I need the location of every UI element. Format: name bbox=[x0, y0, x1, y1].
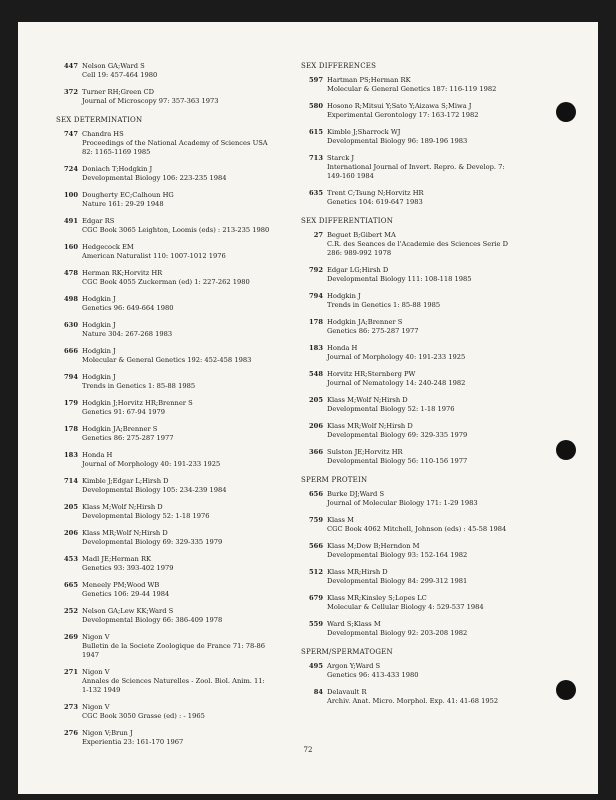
reference-citation: Journal of Microscopy 97: 357-363 1973 bbox=[82, 97, 219, 105]
reference-entry bbox=[56, 425, 311, 443]
reference-number: 183 bbox=[309, 344, 323, 352]
reference-citation: Experientia 23: 161-170 1967 bbox=[82, 738, 184, 746]
reference-entry bbox=[301, 370, 556, 388]
reference-authors: Burke DJ;Ward S bbox=[327, 490, 385, 498]
reference-number: 548 bbox=[309, 370, 323, 378]
reference-entry bbox=[301, 448, 556, 466]
reference-citation: Genetics 106: 29-44 1984 bbox=[82, 590, 170, 598]
reference-citation: Developmental Biology 84: 299-312 1981 bbox=[327, 577, 468, 585]
binder-hole-icon bbox=[556, 102, 576, 122]
reference-entry bbox=[301, 688, 556, 706]
reference-number: 252 bbox=[64, 607, 78, 615]
reference-number: 566 bbox=[309, 542, 323, 550]
reference-number: 794 bbox=[309, 292, 323, 300]
reference-citation: Annales de Sciences Naturelles - Zool. Biol. Anim. 11: bbox=[82, 677, 265, 685]
reference-authors: Hartman PS;Herman RK bbox=[327, 76, 411, 84]
reference-authors: Madl JE;Herman RK bbox=[82, 555, 151, 563]
reference-entry bbox=[56, 243, 311, 261]
reference-citation: Genetics 91: 67-94 1979 bbox=[82, 408, 166, 416]
left-column bbox=[56, 62, 311, 755]
reference-number: 792 bbox=[309, 266, 323, 274]
reference-authors: Hosono R;Mitsui Y;Sato Y;Aizawa S;Miwa J bbox=[327, 102, 472, 110]
reference-number: 559 bbox=[309, 620, 323, 628]
reference-authors: Sulston JE;Horvitz HR bbox=[327, 448, 403, 456]
reference-number: 498 bbox=[64, 295, 78, 303]
reference-authors: Kimble J;Sharrock WJ bbox=[327, 128, 401, 136]
reference-number: 724 bbox=[64, 165, 78, 173]
reference-number: 160 bbox=[64, 243, 78, 251]
reference-authors: Hedgecock EM bbox=[82, 243, 134, 251]
reference-citation: Molecular & Cellular Biology 4: 529-537 1984 bbox=[327, 603, 484, 611]
reference-entry bbox=[56, 347, 311, 365]
reference-authors: Starck J bbox=[327, 154, 355, 162]
section-heading: SEX DIFFERENCES bbox=[301, 62, 377, 70]
reference-entry bbox=[56, 633, 311, 660]
reference-entry bbox=[301, 266, 556, 284]
reference-authors: Klass M bbox=[327, 516, 354, 524]
section-heading: SEX DIFFERENTIATION bbox=[301, 217, 394, 225]
reference-number: 183 bbox=[64, 451, 78, 459]
reference-authors: Klass M;Wolf N;Hirsh D bbox=[327, 396, 408, 404]
reference-number: 178 bbox=[64, 425, 78, 433]
reference-citation: Nature 161: 29-29 1948 bbox=[82, 200, 164, 208]
reference-entry bbox=[56, 295, 311, 313]
reference-authors: Nigon V bbox=[82, 703, 110, 711]
reference-number: 666 bbox=[64, 347, 78, 355]
reference-citation: Developmental Biology 93: 152-164 1982 bbox=[327, 551, 468, 559]
reference-citation: Experimental Gerontology 17: 163-172 1982 bbox=[327, 111, 479, 119]
reference-citation: Developmental Biology 56: 110-156 1977 bbox=[327, 457, 468, 465]
reference-number: 630 bbox=[64, 321, 78, 329]
reference-number: 679 bbox=[309, 594, 323, 602]
reference-citation: Developmental Biology 92: 203-208 1982 bbox=[327, 629, 468, 637]
reference-citation: International Journal of Invert. Repro. & Develop. 7: bbox=[327, 163, 505, 171]
reference-entry bbox=[56, 703, 311, 721]
reference-citation: Developmental Biology 69: 329-335 1979 bbox=[82, 538, 223, 546]
reference-number: 273 bbox=[64, 703, 78, 711]
reference-citation: Trends in Genetics 1: 85-88 1985 bbox=[327, 301, 441, 309]
reference-number: 713 bbox=[309, 154, 323, 162]
reference-citation: Genetics 104: 619-647 1983 bbox=[327, 198, 423, 206]
reference-citation: Developmental Biology 52: 1-18 1976 bbox=[82, 512, 210, 520]
reference-citation: Archiv. Anat. Micro. Morphol. Exp. 41: 41-68 1952 bbox=[327, 697, 499, 705]
reference-citation: Molecular & General Genetics 187: 116-119 1982 bbox=[327, 85, 497, 93]
reference-citation: Proceedings of the National Academy of Sciences USA bbox=[82, 139, 268, 147]
reference-citation: 149-160 1984 bbox=[327, 172, 374, 180]
reference-number: 491 bbox=[64, 217, 78, 225]
reference-entry bbox=[301, 594, 556, 612]
reference-entry bbox=[301, 490, 556, 508]
reference-number: 656 bbox=[309, 490, 323, 498]
reference-authors: Argon Y;Ward S bbox=[327, 662, 381, 670]
section-heading: SPERM PROTEIN bbox=[301, 476, 368, 484]
reference-citation: 82: 1165-1169 1985 bbox=[82, 148, 151, 156]
reference-authors: Klass MR;Hirsh D bbox=[327, 568, 388, 576]
reference-number: 206 bbox=[309, 422, 323, 430]
binder-hole-icon bbox=[556, 440, 576, 460]
reference-authors: Hodgkin JA;Brenner S bbox=[327, 318, 403, 326]
reference-number: 100 bbox=[64, 191, 78, 199]
reference-number: 759 bbox=[309, 516, 323, 524]
reference-citation: Journal of Nematology 14: 240-248 1982 bbox=[327, 379, 466, 387]
reference-entry bbox=[56, 62, 311, 80]
reference-authors: Klass M;Wolf N;Hirsh D bbox=[82, 503, 163, 511]
reference-authors: Klass MR;Kinsley S;Lopes LC bbox=[327, 594, 427, 602]
reference-entry bbox=[301, 76, 556, 94]
reference-entry bbox=[301, 102, 556, 120]
reference-entry bbox=[301, 154, 556, 181]
reference-number: 665 bbox=[64, 581, 78, 589]
reference-entry bbox=[301, 396, 556, 414]
reference-citation: Genetics 96: 649-664 1980 bbox=[82, 304, 174, 312]
reference-authors: Nigon V;Brun J bbox=[82, 729, 133, 737]
reference-number: 580 bbox=[309, 102, 323, 110]
reference-authors: Honda H bbox=[82, 451, 113, 459]
reference-number: 597 bbox=[309, 76, 323, 84]
reference-authors: Hodgkin J bbox=[82, 347, 116, 355]
reference-authors: Klass MR;Wolf N;Hirsh D bbox=[327, 422, 413, 430]
reference-entry bbox=[301, 516, 556, 534]
section-heading: SEX DETERMINATION bbox=[56, 116, 143, 124]
reference-citation: Journal of Morphology 40: 191-233 1925 bbox=[327, 353, 466, 361]
reference-entry bbox=[56, 529, 311, 547]
reference-citation: Developmental Biology 106: 223-235 1984 bbox=[82, 174, 227, 182]
reference-entry bbox=[301, 568, 556, 586]
reference-citation: Developmental Biology 105: 234-239 1984 bbox=[82, 486, 227, 494]
reference-entry bbox=[56, 88, 311, 106]
reference-entry bbox=[56, 503, 311, 521]
reference-number: 27 bbox=[313, 231, 323, 239]
reference-authors: Nelson GA;Lew KK;Ward S bbox=[82, 607, 174, 615]
reference-citation: Developmental Biology 96: 189-196 1983 bbox=[327, 137, 468, 145]
reference-entry bbox=[56, 165, 311, 183]
reference-entry bbox=[301, 662, 556, 680]
reference-number: 635 bbox=[309, 189, 323, 197]
reference-citation: Developmental Biology 111: 108-118 1985 bbox=[327, 275, 472, 283]
reference-number: 205 bbox=[309, 396, 323, 404]
page-number: 72 bbox=[303, 746, 313, 754]
reference-entry bbox=[301, 189, 556, 207]
reference-entry bbox=[56, 321, 311, 339]
reference-number: 714 bbox=[64, 477, 78, 485]
section-heading: SPERM/SPERMATOGEN bbox=[301, 648, 393, 656]
reference-citation: Genetics 86: 275-287 1977 bbox=[82, 434, 174, 442]
binder-hole-icon bbox=[556, 680, 576, 700]
reference-entry bbox=[301, 128, 556, 146]
reference-citation: Developmental Biology 52: 1-18 1976 bbox=[327, 405, 455, 413]
reference-citation: Trends in Genetics 1: 85-88 1985 bbox=[82, 382, 196, 390]
reference-citation: CGC Book 3065 Leighton, Loomis (eds) : 213-235 1980 bbox=[82, 226, 270, 234]
reference-citation: Cell 19: 457-464 1980 bbox=[82, 71, 158, 79]
reference-entry bbox=[301, 422, 556, 440]
reference-authors: Ward S;Klass M bbox=[327, 620, 381, 628]
reference-authors: Hodgkin J bbox=[327, 292, 361, 300]
reference-authors: Hodgkin J bbox=[82, 321, 116, 329]
reference-authors: Honda H bbox=[327, 344, 358, 352]
reference-number: 372 bbox=[64, 88, 78, 96]
right-column bbox=[301, 62, 556, 714]
reference-authors: Hodgkin J bbox=[82, 373, 116, 381]
reference-authors: Doniach T;Hodgkin J bbox=[82, 165, 153, 173]
reference-number: 478 bbox=[64, 269, 78, 277]
reference-citation: Molecular & General Genetics 192: 452-458 1983 bbox=[82, 356, 252, 364]
reference-citation: CGC Book 3050 Grasse (ed) : - 1965 bbox=[82, 712, 205, 720]
reference-entry bbox=[56, 668, 311, 695]
reference-entry bbox=[301, 542, 556, 560]
reference-entry bbox=[56, 607, 311, 625]
reference-citation: CGC Book 4055 Zuckerman (ed) 1: 227-262 1980 bbox=[82, 278, 250, 286]
reference-number: 206 bbox=[64, 529, 78, 537]
reference-entry bbox=[56, 373, 311, 391]
reference-entry bbox=[56, 581, 311, 599]
reference-authors: Hodgkin J bbox=[82, 295, 116, 303]
reference-number: 615 bbox=[309, 128, 323, 136]
reference-citation: 286: 989-992 1978 bbox=[327, 249, 392, 257]
reference-entry bbox=[56, 399, 311, 417]
reference-authors: Klass M;Dow B;Herndon M bbox=[327, 542, 420, 550]
reference-entry bbox=[56, 451, 311, 469]
reference-number: 453 bbox=[64, 555, 78, 563]
reference-number: 179 bbox=[64, 399, 78, 407]
reference-entry bbox=[301, 292, 556, 310]
reference-authors: Trent C;Tsung N;Horvitz HR bbox=[327, 189, 424, 197]
reference-entry bbox=[56, 217, 311, 235]
reference-entry bbox=[301, 620, 556, 638]
reference-authors: Turner RH;Green CD bbox=[82, 88, 155, 96]
reference-authors: Horvitz HR;Sternberg PW bbox=[327, 370, 416, 378]
reference-authors: Klass MR;Wolf N;Hirsh D bbox=[82, 529, 168, 537]
reference-citation: Nature 304: 267-268 1983 bbox=[82, 330, 173, 338]
reference-citation: 1947 bbox=[82, 651, 100, 659]
reference-authors: Chandra HS bbox=[82, 130, 124, 138]
reference-number: 747 bbox=[64, 130, 78, 138]
reference-citation: Bulletin de la Societe Zoologique de France 71: 78-86 bbox=[82, 642, 265, 650]
reference-citation: Genetics 93: 393-402 1979 bbox=[82, 564, 174, 572]
reference-number: 178 bbox=[309, 318, 323, 326]
reference-authors: Nigon V bbox=[82, 668, 110, 676]
reference-entry bbox=[56, 555, 311, 573]
reference-authors: Kimble J;Edgar L;Hirsh D bbox=[82, 477, 169, 485]
reference-number: 271 bbox=[64, 668, 78, 676]
reference-authors: Meneely PM;Wood WB bbox=[82, 581, 160, 589]
reference-entry bbox=[56, 191, 311, 209]
reference-authors: Edgar RS bbox=[82, 217, 115, 225]
reference-citation: Journal of Morphology 40: 191-233 1925 bbox=[82, 460, 221, 468]
reference-citation: Journal of Molecular Biology 171: 1-29 1983 bbox=[327, 499, 478, 507]
reference-authors: Hodgkin JA;Brenner S bbox=[82, 425, 158, 433]
reference-citation: Genetics 86: 275-287 1977 bbox=[327, 327, 419, 335]
reference-entry bbox=[56, 729, 311, 747]
reference-entry bbox=[301, 344, 556, 362]
reference-authors: Edgar LG;Hirsh D bbox=[327, 266, 389, 274]
reference-citation: 1-132 1949 bbox=[82, 686, 121, 694]
reference-authors: Herman RK;Horvitz HR bbox=[82, 269, 163, 277]
reference-number: 794 bbox=[64, 373, 78, 381]
reference-number: 84 bbox=[313, 688, 323, 696]
reference-number: 276 bbox=[64, 729, 78, 737]
reference-citation: American Naturalist 110: 1007-1012 1976 bbox=[82, 252, 226, 260]
reference-number: 205 bbox=[64, 503, 78, 511]
reference-entry bbox=[56, 269, 311, 287]
reference-entry bbox=[56, 477, 311, 495]
reference-citation: Developmental Biology 69: 329-335 1979 bbox=[327, 431, 468, 439]
reference-entry bbox=[56, 130, 311, 157]
reference-authors: Delavault R bbox=[327, 688, 367, 696]
reference-authors: Nelson GA;Ward S bbox=[82, 62, 145, 70]
reference-authors: Nigon V bbox=[82, 633, 110, 641]
reference-number: 512 bbox=[309, 568, 323, 576]
document-page bbox=[18, 22, 598, 794]
reference-number: 495 bbox=[309, 662, 323, 670]
reference-entry bbox=[301, 231, 556, 258]
reference-number: 269 bbox=[64, 633, 78, 641]
reference-authors: Beguet B;Gibert MA bbox=[327, 231, 396, 239]
reference-authors: Hodgkin J;Horvitz HR;Brenner S bbox=[82, 399, 193, 407]
reference-citation: CGC Book 4062 Mitchell, Johnson (eds) : 45-58 1984 bbox=[327, 525, 507, 533]
reference-authors: Dougherty EC;Calhoun HG bbox=[82, 191, 174, 199]
reference-number: 366 bbox=[309, 448, 323, 456]
reference-entry bbox=[301, 318, 556, 336]
reference-number: 447 bbox=[64, 62, 78, 70]
reference-citation: C.R. des Seances de l'Academie des Sciences Serie D bbox=[327, 240, 508, 248]
reference-citation: Developmental Biology 66: 386-409 1978 bbox=[82, 616, 223, 624]
reference-citation: Genetics 96: 413-433 1980 bbox=[327, 671, 419, 679]
